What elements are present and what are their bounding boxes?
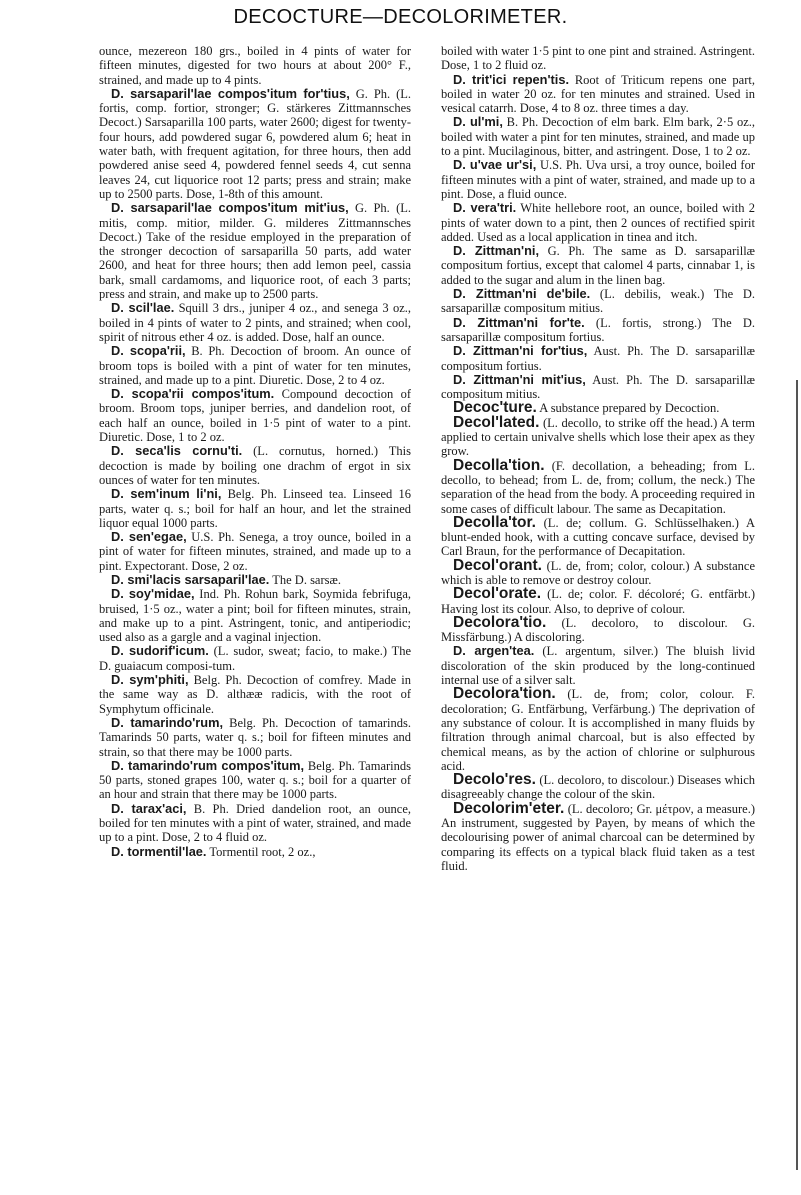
dictionary-entry — [441, 456, 755, 516]
entry-definition: G. Ph. (L. mitis, comp. mitior, milder. G. milderes Zittmannsches Decoct.) Take of the residue employed in the preparation of the stronger decoction of sarsaparilla 50 parts, add water 2600, and heat for three hours; then add lemon peel, cassia bark, small cardamoms, and liquorice root, of each 3 parts; press and strain, and make up to 2500 parts. — [99, 201, 411, 302]
entry-headword: D. argen'tea. — [453, 643, 535, 659]
entry-headword: Decolora'tion. — [453, 685, 556, 703]
entry-headword: Decolla'tion. — [453, 456, 545, 474]
entry-headword: D. tormentil'lae. — [111, 843, 207, 859]
entry-definition: U.S. Ph. Uva ursi, a troy ounce, boiled for fifteen minutes with a pint of water, strained, and made up to a pint. Dose, a fluid ounce. — [441, 158, 755, 201]
dictionary-entry — [99, 673, 411, 716]
entry-definition: (L. fortis, strong.) The D. sarsaparillæ compositum fortius. — [441, 315, 755, 344]
dictionary-entry — [441, 773, 755, 802]
dictionary-entry — [441, 158, 755, 201]
dictionary-entry — [441, 344, 755, 373]
dictionary-entry — [441, 413, 755, 459]
entry-definition: Belg. Ph. Linseed tea. Linseed 16 parts, water q. s.; boil for half an hour, and let the strained liquor equal 1000 parts. — [99, 487, 411, 530]
page-edge-rule — [796, 380, 798, 1170]
entry-definition: Belg. Ph. Decoction of tamarinds. Tamarinds 50 parts, water q. s.; boil for fifteen minutes and strain, so that there may be 1000 parts. — [99, 715, 411, 759]
entry-headword: Decolla'tor. — [453, 513, 536, 531]
entry-definition: boiled with water 1·5 pint to one pint and strained. Astringent. Dose, 1 to 2 fluid oz. — [441, 44, 755, 73]
dictionary-entry — [441, 644, 755, 687]
dictionary-entry — [99, 644, 411, 673]
entry-headword: D. smi'lacis sarsaparil'lae. — [111, 571, 270, 587]
entry-definition: Compound decoction of broom. Broom tops, juniper berries, and dandelion root, of each half an ounce, boiled in 1·5 pint of water to a pint. Diuretic. Dose, 1 to 2 oz. — [99, 387, 411, 445]
entry-definition: Belg. Ph. Decoction of comfrey. Made in the same way as D. althææ radicis, with the root of Symphytum officinale. — [99, 673, 411, 716]
right-column — [441, 44, 755, 1169]
entry-headword: D. vera'tri. — [453, 200, 517, 216]
entry-definition: (L. decollo, to strike off the head.) A term applied to certain univalve shells which lose their apex as they grow. — [441, 415, 755, 459]
entry-headword: D. sarsaparil'lae compos'itum for'tius, — [111, 85, 350, 101]
entry-definition: B. Ph. Decoction of elm bark. Elm bark, 2·5 oz., boiled with water a pint for ten minutes, strained, and made up to a pint. Mucilaginous, bitter, and astringent. Dose, 1 to 2 oz. — [441, 115, 755, 159]
entry-definition: White hellebore root, an ounce, boiled with 2 pints of water down to a pint, then 2 ounces of rectified spirit added. Used as a local application in tinea and itch. — [441, 201, 755, 244]
dictionary-entry — [99, 530, 411, 573]
running-header: DECOCTURE—DECOLORIMETER. — [233, 6, 568, 28]
entry-definition: Aust. Ph. The D. sarsaparillæ compositum mitius. — [441, 372, 755, 402]
entry-headword: Decolorim'eter. — [453, 799, 565, 817]
dictionary-entry — [441, 687, 755, 773]
entry-definition: ounce, mezereon 180 grs., boiled in 4 pints of water for fifteen minutes, digested for two hours at about 200° F., strained, and made up to 4 pints. — [99, 44, 411, 87]
dictionary-entry — [441, 115, 755, 158]
entry-definition: The D. sarsæ. — [272, 572, 341, 587]
entry-headword: D. scopa'rii, — [111, 343, 186, 359]
entry-headword: D. Zittman'ni, — [453, 243, 540, 259]
entry-definition: (F. decollation, a beheading; from L. decollo, to behead; from L. de, from; collum, the neck.) The separation of the head from the body. A proceeding required in some cases of difficult labour. The same as Decapitation. — [441, 458, 755, 516]
entry-headword: D. seca'lis cornu'ti. — [111, 443, 243, 459]
dictionary-entry — [441, 587, 755, 616]
entry-definition: (L. de; collum. G. Schlüsselhaken.) A blunt-ended hook, with a cutting concave surface, devised by Carl Braun, for the performance of Decapitation. — [441, 515, 755, 559]
entry-definition: Tormentil root, 2 oz., — [209, 844, 316, 859]
entry-definition: Aust. Ph. The D. sarsaparillæ compositum fortius. — [441, 344, 755, 373]
dictionary-entry — [99, 444, 411, 487]
dictionary-entry — [99, 344, 411, 387]
entry-headword: D. sen'egae, — [111, 529, 187, 545]
entry-headword: D. Zittman'ni mit'ius, — [453, 371, 586, 387]
entry-headword: D. sem'inum li'ni, — [111, 486, 222, 502]
entry-headword: D. scil'lae. — [111, 300, 175, 316]
entry-definition: A substance prepared by Decoction. — [539, 401, 720, 416]
entry-definition: (L. de, from; color, colour.) A substance which is able to remove or destroy colour. — [441, 558, 755, 587]
dictionary-entry — [99, 587, 411, 644]
entry-definition: Ind. Ph. Rohun bark, Soymida febrifuga, bruised, 1·5 oz., water a pint; boil for fifteen minutes, strain, and make up to a pint. Astringent, tonic, and antiperiodic; used also as a gargle and a vaginal injection. — [99, 587, 411, 645]
entry-headword: Decol'orant. — [453, 556, 542, 574]
dictionary-entry — [99, 487, 411, 530]
dictionary-entry — [441, 44, 755, 73]
entry-definition: U.S. Ph. Senega, a troy ounce, boiled in a pint of water for fifteen minutes, strained, and made up to a pint. Expectorant. Dose, 2 oz. — [99, 530, 411, 573]
dictionary-entry — [99, 802, 411, 845]
entry-definition: (L. de; color. F. décoloré; G. entfärbt.) Having lost its colour. Also, to deprive of colour. — [441, 587, 755, 616]
entry-definition: (L. decoloro, to discolour. G. Missfärbung.) A discoloring. — [441, 615, 755, 645]
entry-headword: D. sarsaparil'lae compos'itum mit'ius, — [111, 200, 349, 216]
dictionary-entry — [99, 573, 411, 587]
dictionary-entry — [441, 613, 755, 645]
dictionary-entry — [99, 759, 411, 802]
dictionary-entry — [441, 287, 755, 316]
entry-definition: Squill 3 drs., juniper 4 oz., and senega 3 oz., boiled in 4 pints of water to 2 pints, and strained; when cool, spirit of nitrous ether 4 oz. is added. Dose, half an ounce. — [99, 301, 411, 344]
entry-headword: Decol'lated. — [453, 413, 540, 431]
entry-definition: G. Ph. The same as D. sarsaparillæ compositum fortius, except that calomel 4 parts, cinnabar 1, is added to the sugar and alum in the linen bag. — [441, 244, 755, 287]
entry-headword: D. Zittman'ni de'bile. — [453, 286, 591, 302]
left-column — [99, 44, 411, 1169]
entry-headword: D. Zittman'ni for'tius, — [453, 343, 588, 359]
entry-headword: D. tamarindo'rum compos'itum, — [111, 757, 305, 773]
entry-definition: B. Ph. Dried dandelion root, an ounce, boiled for ten minutes with a pint of water, strained, and made up to a pint. Dose, 2 to 4 fluid oz. — [99, 801, 411, 845]
dictionary-entry — [441, 73, 755, 116]
dictionary-entry — [441, 373, 755, 402]
dictionary-entry — [441, 513, 755, 559]
entry-headword: D. ul'mi, — [453, 114, 503, 130]
entry-headword: D. soy'midae, — [111, 586, 195, 602]
dictionary-entry — [99, 845, 411, 859]
entry-definition: G. Ph. (L. fortis, comp. fortior, stronger; G. stärkeres Zittmannsches Decoct.) Sarsaparilla 100 parts, water 2600; digest for twenty-four hours, add powdered sugar 6, powdered alum 6; heat in water bath, with frequent agitation, for three hours, then add powdered anise seed 4, powdered fennel seeds 4, cut senna leaves 24, cut liquorice root 12 parts; press and strain; make up to 2500 parts. Dose, 1-8th of this amount. — [99, 86, 411, 201]
dictionary-entry — [99, 87, 411, 201]
entry-definition: (L. debilis, weak.) The D. sarsaparillæ compositum mitius. — [441, 287, 755, 316]
dictionary-entry — [99, 301, 411, 344]
dictionary-entry — [99, 201, 411, 301]
dictionary-entry — [441, 316, 755, 345]
dictionary-entry — [441, 244, 755, 287]
entry-definition: B. Ph. Decoction of broom. An ounce of broom tops is boiled with a pint of water for ten minutes, strained, and made up to a pint. Diuretic. Dose, 2 to 4 oz. — [99, 344, 411, 387]
entry-definition: (L. cornutus, horned.) This decoction is made by boiling one drachm of ergot in six ounces of water for ten minutes. — [99, 444, 411, 487]
dictionary-entry — [99, 44, 411, 87]
entry-definition: Belg. Ph. Tamarinds 50 parts, stoned grapes 100, water q. s.; boil for a quarter of an hour and strain that there may be 1000 parts. — [99, 758, 411, 802]
entry-headword: D. sym'phiti, — [111, 672, 189, 688]
entry-headword: Decol'orate. — [453, 585, 542, 603]
entry-headword: D. sudorif'icum. — [111, 643, 209, 659]
entry-definition: (L. argentum, silver.) The bluish livid discoloration of the skin produced by the long-continued internal use of a silver salt. — [441, 644, 755, 688]
entry-headword: Decolo'res. — [453, 771, 536, 789]
entry-headword: D. u'vae ur'si, — [453, 157, 537, 173]
entry-headword: D. scopa'rii compos'itum. — [111, 386, 275, 402]
entry-definition: (L. decoloro, to discolour.) Diseases which disagreeably change the colour of the skin. — [441, 773, 755, 802]
entry-definition: (L. decoloro; Gr. μέτρον, a measure.) An instrument, suggested by Payen, by means of which the decolourising power of animal charcoal can be determined by comparing its effects on a typical black fluid taken as a test fluid. — [441, 801, 755, 873]
entry-headword: D. tarax'aci, — [111, 800, 187, 816]
entry-headword: Decolora'tio. — [453, 613, 547, 631]
entry-headword: D. tamarindo'rum, — [111, 714, 224, 730]
dictionary-entry — [441, 201, 755, 244]
entry-headword: D. Zittman'ni for'te. — [453, 314, 585, 330]
dictionary-entry — [441, 556, 755, 588]
entry-definition: (L. de, from; color, colour. F. decoloration; G. Entfärbung, Verfärbung.) The deprivation of any substance of colour. It is accomplished in many fluids by filtration through animal charcoal, but is also effected by chemical means, as by the action of chlorine or sulphurous acid. — [441, 687, 755, 773]
dictionary-entry — [441, 799, 755, 873]
entry-headword: Decoc'ture. — [453, 399, 537, 417]
entry-headword: D. trit'ici repen'tis. — [453, 71, 570, 87]
dictionary-entry — [99, 387, 411, 444]
dictionary-entry — [99, 716, 411, 759]
entry-definition: Root of Triticum repens one part, boiled in water 20 oz. for ten minutes and strained. Used in vesical catarrh. Dose, 4 to 8 oz. three times a day. — [441, 72, 755, 116]
entry-definition: (L. sudor, sweat; facio, to make.) The D. guaiacum composi-tum. — [99, 644, 411, 673]
